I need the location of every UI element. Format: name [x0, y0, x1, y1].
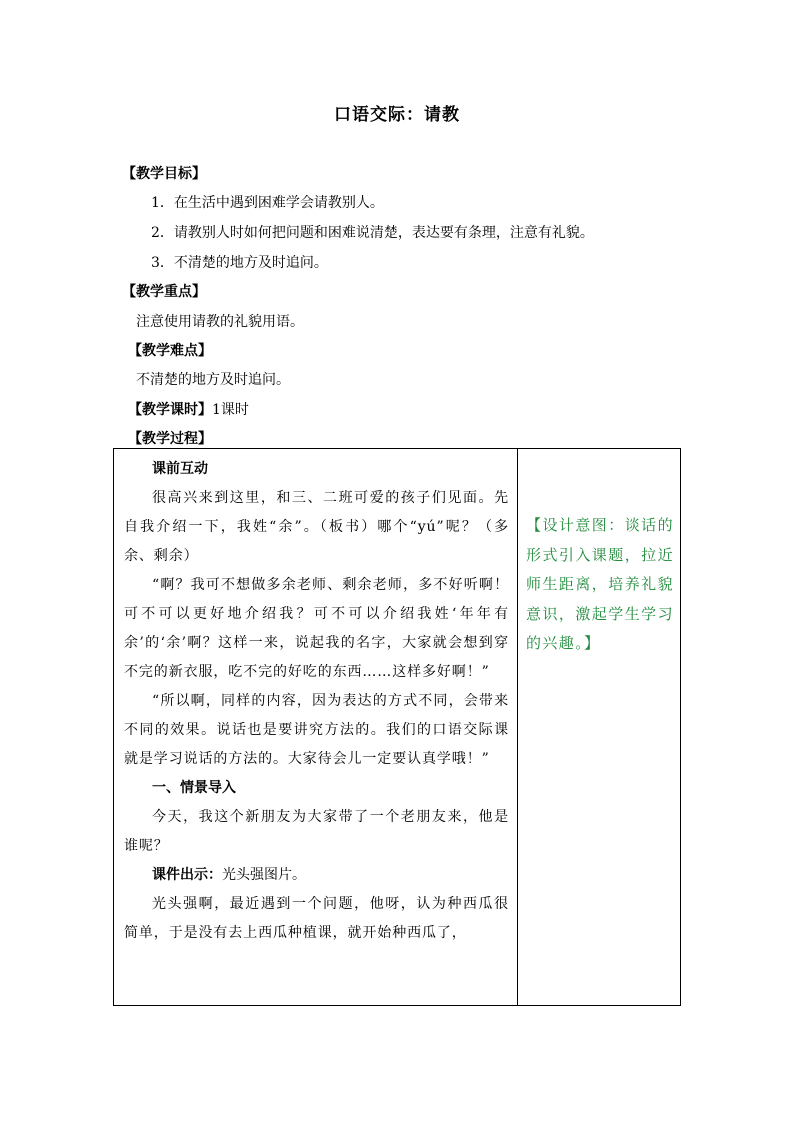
paragraph-courseware	[124, 861, 509, 890]
paragraph-name-explanation: “啊？我可不想做多余老师、剩余老师，多不好听啊！可不可以更好地介绍我？可不可以介绍我姓‘年年有余’的‘余’啊？这样一来，说起我的名字，大家就会想到穿不完的新衣服，吃不完的好吃的东西……这样多好啊！”	[124, 577, 509, 680]
section-heading-pre-class: 课前互动	[152, 461, 208, 477]
design-intent-column	[518, 449, 680, 1005]
design-intent-note: 【设计意图：谈话的形式引入课题，拉近师生距离，培养礼貌意识，激起学生学习的兴趣。】	[526, 516, 674, 652]
goal-item-3: 3．不清楚的地方及时追问。	[151, 255, 328, 271]
goal-item-1: 1．在生活中遇到困难学会请教别人。	[151, 195, 384, 211]
focus-text: 注意使用请教的礼貌用语。	[136, 314, 304, 330]
difficulty-text: 不清楚的地方及时追问。	[136, 372, 290, 388]
paragraph-old-friend: 今天，我这个新朋友为大家带了一个老朋友来，他是谁呢？	[124, 809, 509, 854]
focus-heading: 【教学重点】	[122, 284, 206, 300]
paragraph-intro: 很高兴来到这里，和三、二班可爱的孩子们见面。先自我介绍一下，我姓“余”。（板书）哪个“yú”呢？（多余、剩余）	[124, 490, 509, 564]
difficulty-heading: 【教学难点】	[128, 343, 212, 359]
hours-heading: 【教学课时】	[128, 402, 212, 418]
courseware-text: 光头强图片。	[222, 867, 306, 883]
goal-item-2: 2．请教别人时如何把问题和困难说清楚，表达要有条理，注意有礼貌。	[151, 225, 594, 241]
courseware-label: 课件出示：	[152, 867, 222, 883]
hours-line	[128, 399, 249, 419]
process-heading: 【教学过程】	[128, 431, 212, 447]
page-title: 口语交际：请教	[334, 105, 460, 125]
goals-heading: 【教学目标】	[122, 166, 206, 182]
paragraph-watermelon: 光头强啊，最近遇到一个问题，他呀，认为种西瓜很简单，于是没有去上西瓜种植课，就开始种西瓜了，	[124, 896, 509, 941]
hours-text: 1课时	[212, 402, 249, 418]
section-heading-scenario: 一、情景导入	[152, 780, 236, 796]
process-table	[113, 448, 681, 1006]
process-content-column	[114, 449, 518, 1005]
paragraph-method: “所以啊，同样的内容，因为表达的方式不同，会带来不同的效果。说话也是要讲究方法的。我们的口语交际课就是学习说话的方法的。大家待会儿一定要认真学哦！”	[124, 693, 509, 767]
